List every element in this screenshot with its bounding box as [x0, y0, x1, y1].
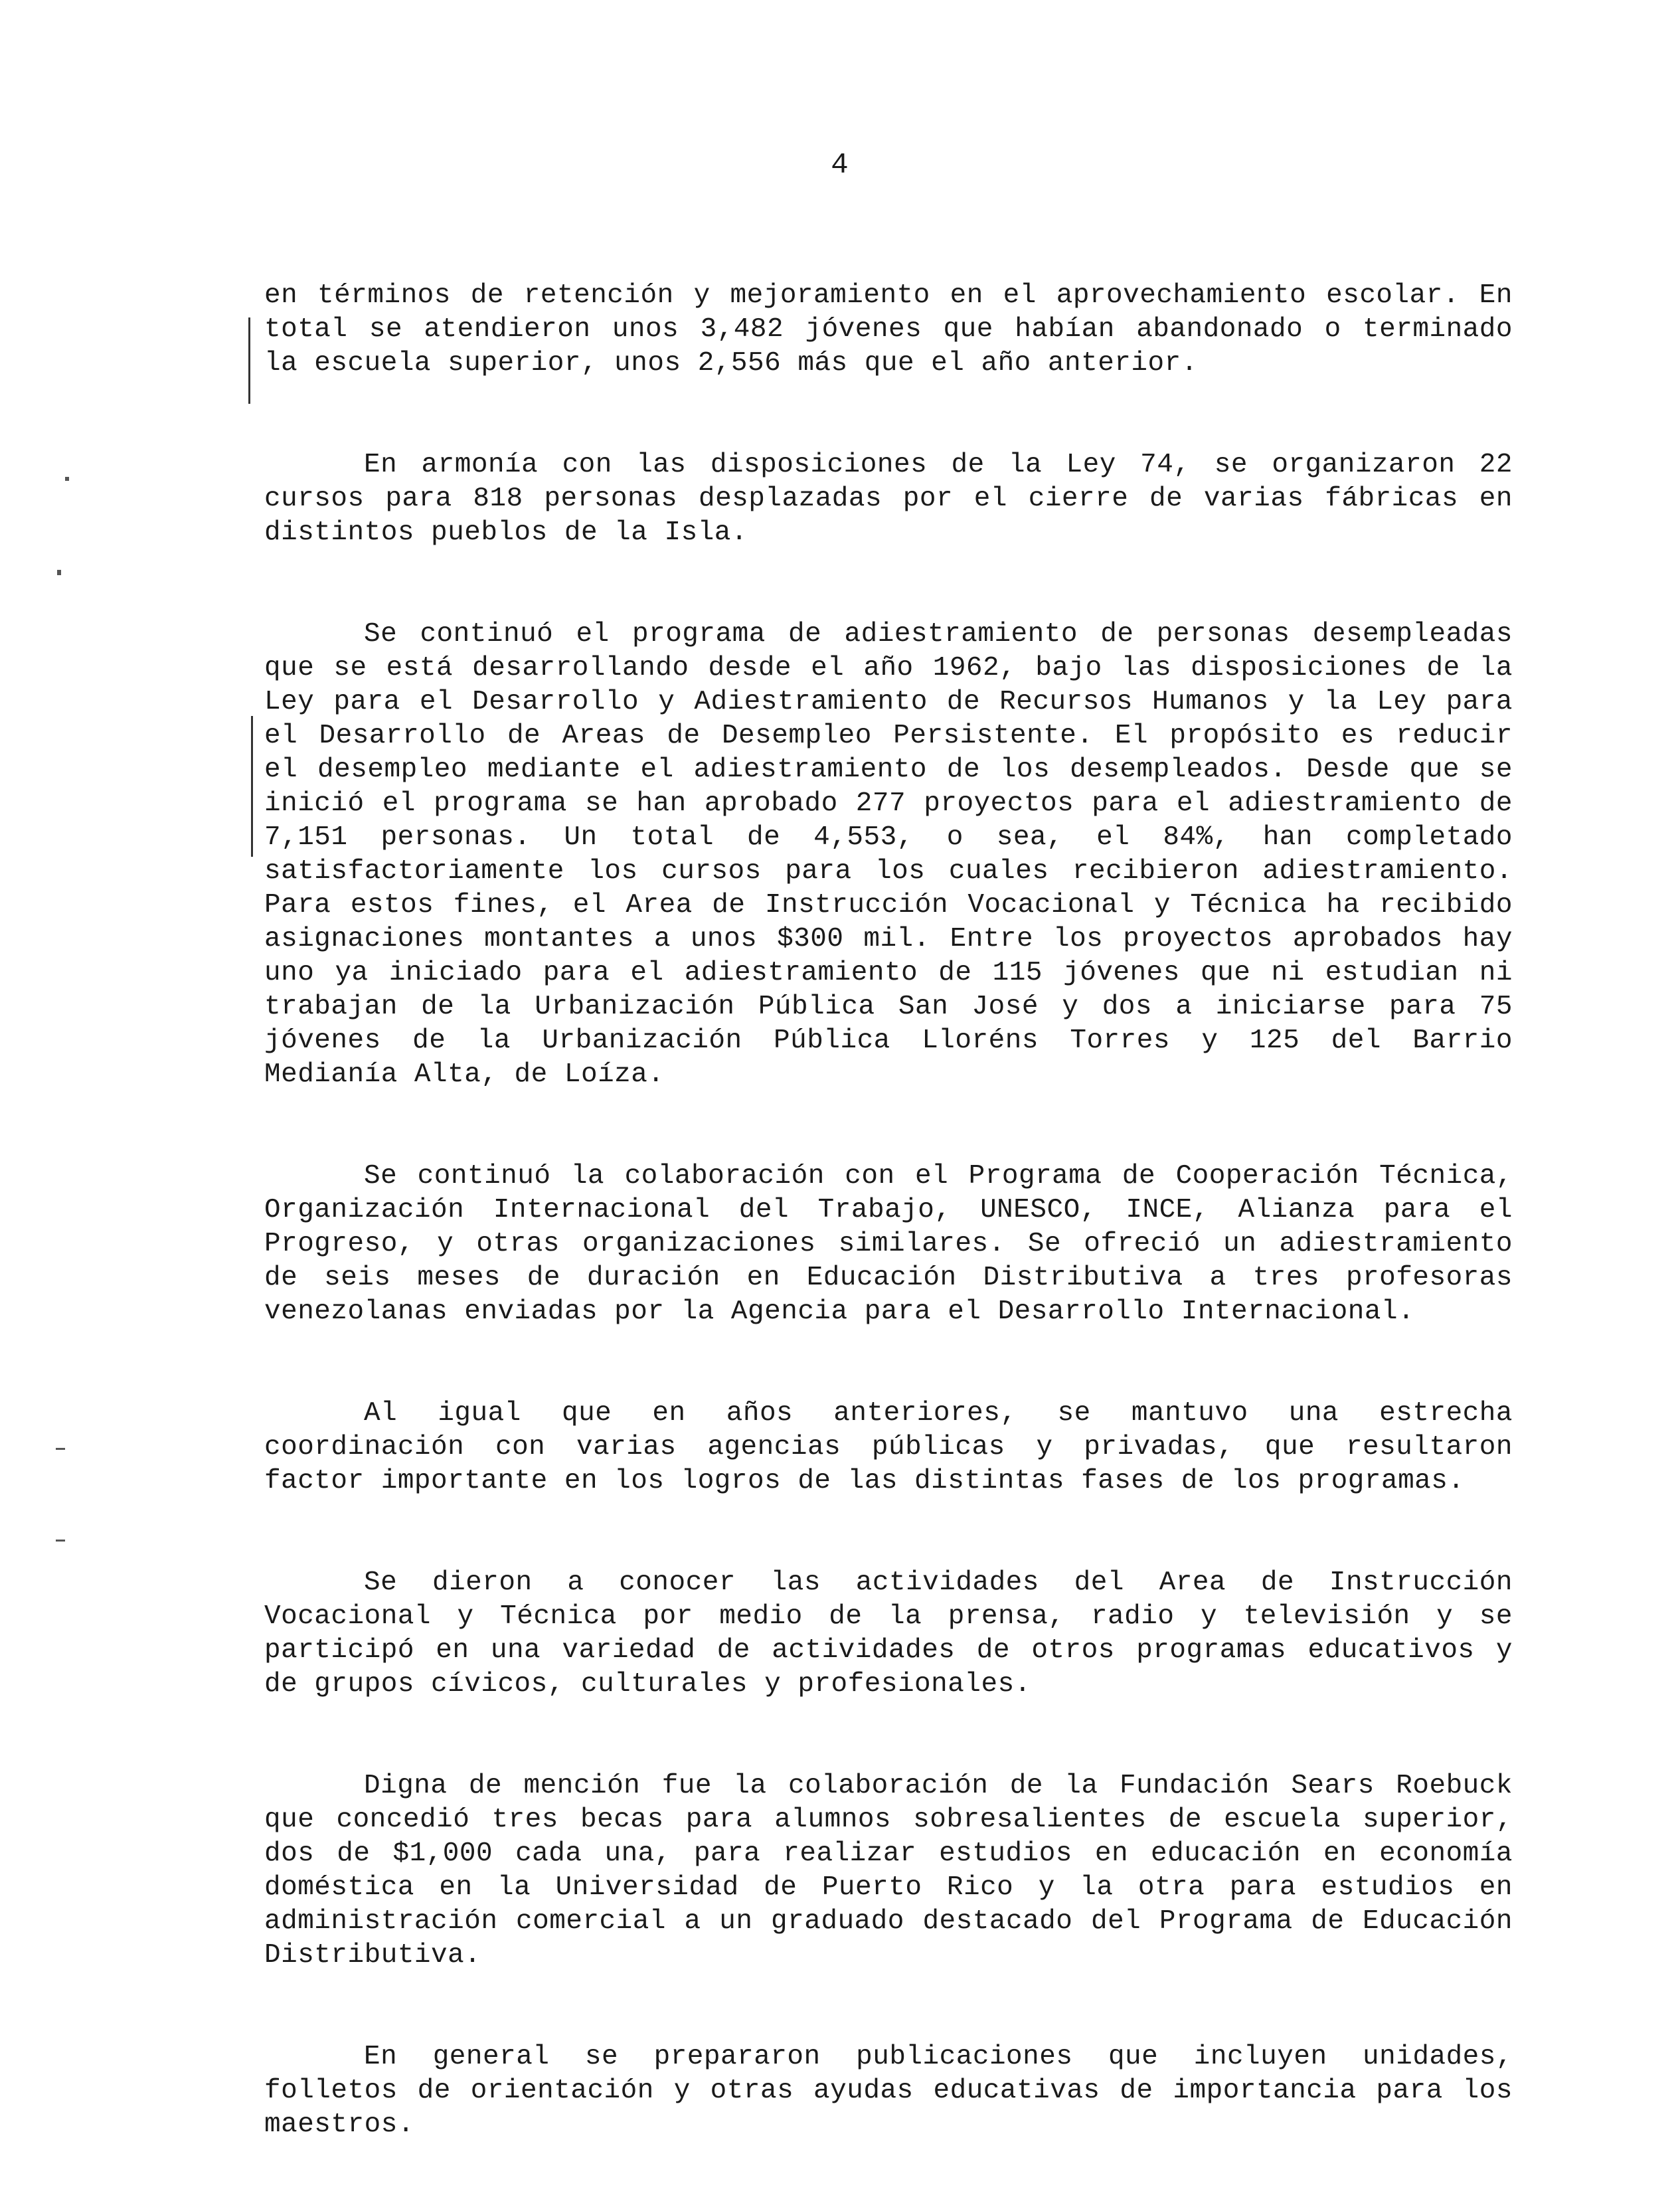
paragraph: Se dieron a conocer las actividades del Area de Instrucción Vocacional y Técnica por medio de la prensa, radio y televisión y se participó en una variedad de actividades de otros programas educativos y de grupos cívicos, culturales y profesionales.: [264, 1567, 1513, 1700]
paragraph: Al igual que en años anteriores, se mantuvo una estrecha coordinación con varias agencias públicas y privadas, que resultaron factor importante en los logros de las distintas fases de los programas.: [264, 1398, 1513, 1496]
paragraph: Se continuó el programa de adiestramiento de personas desempleadas que se está desarrollando desde el año 1962, bajo las disposiciones de la Ley para el Desarrollo y Adiestramiento de Recursos Humanos y la Ley para el Desarrollo de Areas de Desempleo Persistente. El propósito es reducir el desempleo mediante el adiestramiento de los desempleados. Desde que se inició el programa se han aprobado 277 proyectos para el adiestramiento de 7,151 personas. Un total de 4,553, o sea, el 84%, han completado satisfactoriamente los cursos para los cuales recibieron adiestramiento. Para estos fines, el Area de Instrucción Vocacional y Técnica ha recibido asignaciones montantes a unos $300 mil. Entre los proyectos aprobados hay uno ya iniciado para el adiestramiento de 115 jóvenes que ni estudian ni trabajan de la Urbanización Pública San José y dos a iniciarse para 75 jóvenes de la Urbanización Pública Lloréns Torres y 125 del Barrio Medianía Alta, de Loíza.: [264, 619, 1513, 1090]
margin-bracket-2: [251, 716, 253, 857]
margin-bracket-1: [248, 317, 250, 404]
paragraph: Se continuó la colaboración con el Programa de Cooperación Técnica, Organización Internacional del Trabajo, UNESCO, INCE, Alianza para el Progreso, y otras organizaciones similares. Se ofreció un adiestramiento de seis meses de duración en Educación Distributiva a tres profesoras venezolanas enviadas por la Agencia para el Desarrollo Internacional.: [264, 1161, 1513, 1327]
document-body: [264, 279, 1513, 2210]
paragraph: En general se prepararon publicaciones que incluyen unidades, folletos de orientación y otras ayudas educativas de importancia para los maestros.: [264, 2042, 1513, 2140]
scan-speck: [65, 477, 69, 481]
page-number: 4: [831, 149, 849, 182]
scan-speck: [56, 1540, 65, 1542]
paragraph: en términos de retención y mejoramiento en el aprovechamiento escolar. En total se atendieron unos 3,482 jóvenes que habían abandonado o terminado la escuela superior, unos 2,556 más que el año anterior.: [264, 280, 1513, 379]
scan-speck: [56, 1448, 65, 1450]
scan-speck: [57, 570, 61, 575]
paragraph: En armonía con las disposiciones de la Ley 74, se organizaron 22 cursos para 818 personas desplazadas por el cierre de varias fábricas en distintos pueblos de la Isla.: [264, 450, 1513, 548]
paragraph: Digna de mención fue la colaboración de la Fundación Sears Roebuck que concedió tres becas para alumnos sobresalientes de escuela superior, dos de $1,000 cada una, para realizar estudios en educación en economía doméstica en la Universidad de Puerto Rico y la otra para estudios en administración comercial a un graduado destacado del Programa de Educación Distributiva.: [264, 1771, 1513, 1971]
